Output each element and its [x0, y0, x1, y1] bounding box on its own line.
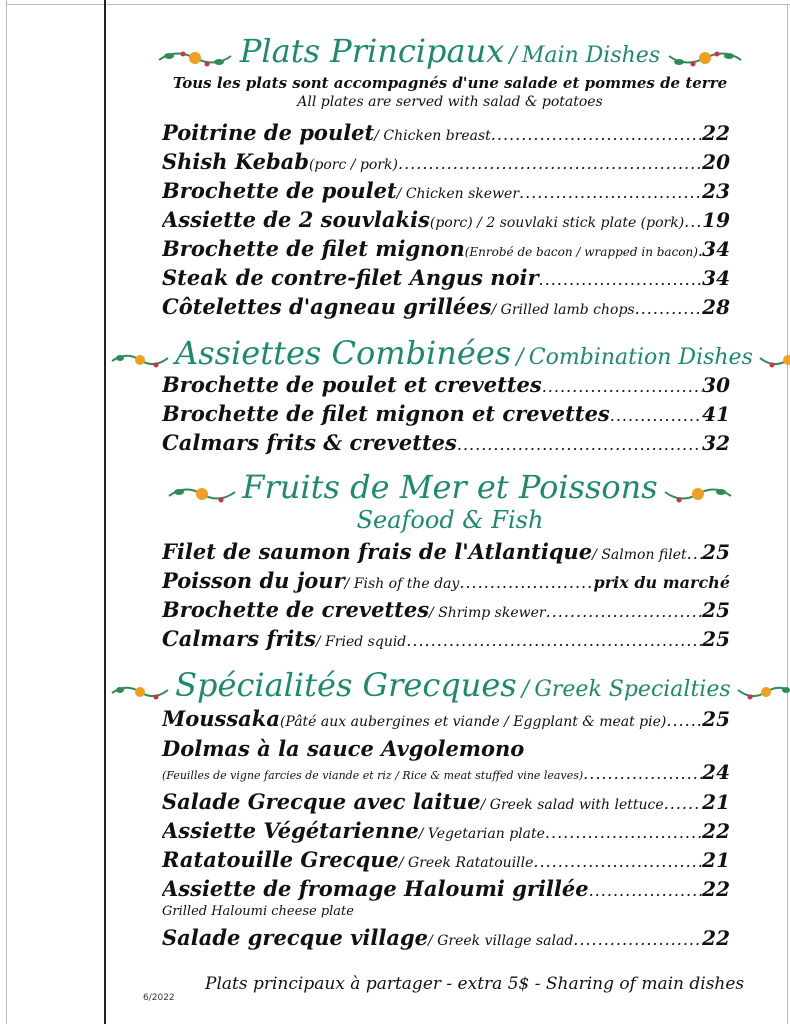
menu-item	[162, 706, 730, 734]
item-desc: (Feuilles de vigne farcies de viande et riz / Rice & meat stuffed vine leaves)	[162, 769, 584, 782]
item-price: 32	[702, 431, 730, 455]
item-desc: / Vegetarian plate	[418, 826, 545, 842]
leader-dots	[610, 406, 702, 425]
item-desc: (Enrobé de bacon / wrapped in bacon)	[464, 245, 698, 259]
menu-item	[162, 760, 730, 788]
leader-dots	[519, 183, 702, 202]
section-title-greek	[110, 666, 790, 704]
item-price: prix du marché	[593, 573, 730, 592]
item-name: Assiette de 2 souvlakis	[162, 207, 430, 232]
section-title-en: Seafood & Fish	[356, 506, 544, 534]
item-price: 30	[702, 373, 730, 397]
haloumi-note: Grilled Haloumi cheese plate	[162, 904, 354, 919]
leader-dots	[457, 435, 702, 454]
item-price: 41	[702, 402, 730, 426]
leader-dots	[533, 852, 702, 871]
item-name: Moussaka	[162, 706, 280, 731]
item-price: 25	[702, 598, 730, 622]
leader-dots	[542, 377, 702, 396]
leader-dots	[583, 764, 702, 783]
item-price: 22	[702, 877, 730, 901]
footer-note: Plats principaux à partager - extra 5$ - Sharing of main dishes	[205, 974, 745, 994]
menu-item	[162, 401, 730, 429]
item-price: 23	[702, 179, 730, 203]
item-price: 22	[702, 819, 730, 843]
leader-dots	[687, 544, 703, 563]
main-subtitle-fr: Tous les plats sont accompagnés d'une salade et pommes de terre	[172, 74, 728, 92]
item-price: 34	[702, 237, 730, 261]
floral-ornament-icon	[110, 349, 170, 371]
section-title-main	[110, 32, 790, 70]
item-name: Brochette de poulet et crevettes	[162, 372, 542, 397]
menu-item	[162, 120, 730, 148]
item-desc: / Greek Ratatouille	[398, 855, 534, 871]
margin-divider-line	[104, 0, 106, 1024]
floral-ornament-icon	[736, 681, 790, 703]
section-title-en: Greek Specialties	[534, 677, 731, 702]
floral-ornament-icon	[758, 349, 790, 371]
leader-dots	[406, 631, 702, 650]
section-title-fr: Fruits de Mer et Poissons	[242, 468, 658, 506]
item-name: Filet de saumon frais de l'Atlantique	[162, 539, 593, 564]
section-title-sep: /	[521, 677, 530, 702]
item-name: Brochette de poulet	[162, 178, 397, 203]
item-desc: / Greek village salad	[428, 933, 574, 949]
item-desc: / Fried squid	[315, 634, 407, 650]
item-price: 24	[702, 760, 730, 784]
item-name: Shish Kebab	[162, 149, 309, 174]
item-price: 19	[702, 208, 730, 232]
item-price: 25	[702, 707, 730, 731]
leader-dots	[666, 711, 702, 730]
leader-dots	[546, 602, 703, 621]
item-price: 25	[702, 540, 730, 564]
item-price: 21	[702, 790, 730, 814]
section-title-fr: Assiettes Combinées	[175, 334, 512, 372]
item-price: 22	[702, 926, 730, 950]
leader-dots	[635, 299, 703, 318]
item-price: 20	[702, 150, 730, 174]
item-name: Brochette de crevettes	[162, 597, 430, 622]
item-desc: / Fish of the day	[344, 576, 460, 592]
item-desc: / Chicken breast	[374, 128, 491, 144]
item-name: Salade grecque village	[162, 925, 429, 950]
item-price: 22	[702, 121, 730, 145]
leader-dots	[573, 930, 702, 949]
main-subtitle-en: All plates are served with salad & potatoes	[297, 94, 603, 110]
menu-item	[162, 294, 730, 322]
menu-item	[162, 178, 730, 206]
item-desc: / Grilled lamb chops	[491, 302, 635, 318]
menu-item	[162, 626, 730, 654]
section-title-sep: /	[516, 345, 524, 370]
item-desc: / Greek salad with lettuce	[480, 797, 664, 813]
section-title-sep: /	[509, 43, 517, 68]
item-name: Steak de contre-filet Angus noir	[162, 265, 539, 290]
item-name: Brochette de filet mignon et crevettes	[162, 401, 610, 426]
section-title-fr: Spécialités Grecques	[175, 666, 517, 704]
leader-dots	[459, 573, 593, 592]
menu-item	[162, 236, 730, 264]
leader-dots	[545, 823, 702, 842]
floral-ornament-icon	[155, 46, 235, 70]
item-desc: (Pâté aux aubergines et viande / Eggplant & meat pie)	[279, 714, 667, 730]
item-name: Calmars frits & crevettes	[162, 430, 457, 455]
dolmas-title: Dolmas à la sauce Avgolemono	[162, 736, 525, 761]
item-name: Brochette de filet mignon	[162, 236, 465, 261]
item-desc: / Chicken skewer	[396, 186, 520, 202]
leader-dots	[589, 881, 703, 900]
leader-dots	[491, 125, 702, 144]
floral-ornament-icon	[167, 482, 237, 506]
item-price: 25	[702, 627, 730, 651]
menu-item	[162, 149, 730, 177]
menu-item	[162, 539, 730, 567]
menu-item	[162, 372, 730, 400]
item-name: Poitrine de poulet	[162, 120, 375, 145]
menu-item	[162, 789, 730, 817]
floral-ornament-icon	[663, 482, 733, 506]
menu-item	[162, 876, 730, 904]
item-price: 34	[702, 266, 730, 290]
menu-item	[162, 925, 730, 953]
item-name: Assiette Végétarienne	[162, 818, 419, 843]
item-name: Salade Grecque avec laitue	[162, 789, 481, 814]
menu-item	[162, 568, 730, 596]
item-desc: / Salmon filet	[592, 547, 687, 563]
section-title-fr: Plats Principaux	[239, 32, 505, 70]
menu-item	[162, 847, 730, 875]
section-title-combo	[110, 334, 790, 372]
menu-item	[162, 207, 730, 235]
item-name: Poisson du jour	[162, 568, 345, 593]
item-desc: (porc / pork)	[308, 157, 398, 173]
leader-dots	[664, 794, 702, 813]
item-price: 21	[702, 848, 730, 872]
item-price: 28	[702, 295, 730, 319]
section-title-seafood	[110, 468, 790, 506]
item-name: Ratatouille Grecque	[162, 847, 399, 872]
leader-dots	[539, 270, 703, 289]
floral-ornament-icon	[665, 46, 745, 70]
floral-ornament-icon	[110, 681, 170, 703]
menu-item	[162, 597, 730, 625]
menu-item	[162, 818, 730, 846]
section-title-en: Main Dishes	[521, 43, 661, 68]
item-name: Calmars frits	[162, 626, 316, 651]
item-desc: / Shrimp skewer	[429, 605, 546, 621]
item-name: Assiette de fromage Haloumi grillée	[162, 876, 589, 901]
menu-item	[162, 430, 730, 458]
page-border-top	[6, 4, 790, 5]
menu-item	[162, 265, 730, 293]
section-subtitle-seafood-en	[110, 506, 790, 534]
item-desc: (porc) / 2 souvlaki stick plate (pork)	[429, 215, 685, 231]
item-name: Côtelettes d'agneau grillées	[162, 294, 492, 319]
print-date: 6/2022	[143, 993, 175, 1003]
leader-dots	[684, 212, 702, 231]
section-title-en: Combination Dishes	[528, 345, 753, 370]
page-border-left	[6, 0, 7, 1024]
leader-dots	[398, 154, 702, 173]
